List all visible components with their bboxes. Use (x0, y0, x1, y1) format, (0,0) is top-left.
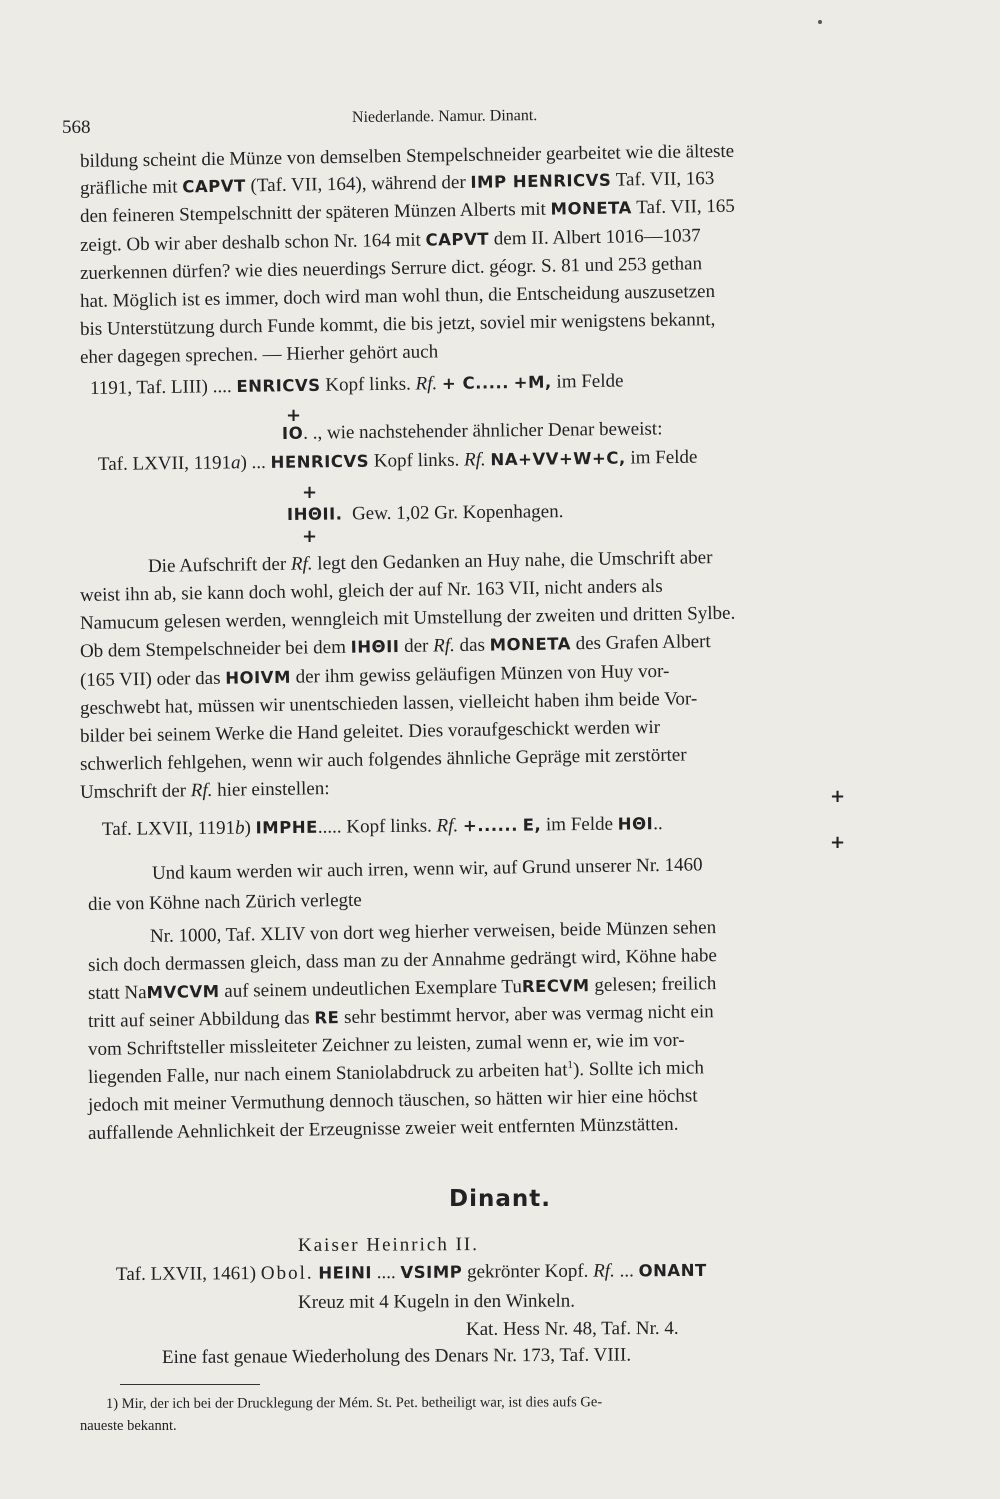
text-line: liegenden Falle, nur nach einem Staniolabdruck zu arbeiten hat$^1$). Sollte ich mich (87, 1057, 705, 1088)
text-line: zuerkennen dürfen? wie dies neuerdings Serrure dict. géogr. S. 81 und 253 gethan (79, 253, 703, 284)
text-line: tritt auf seiner Abbildung das RE sehr bestimmt hervor, aber was vermag nicht ein (87, 1001, 714, 1032)
text-line: jedoch mit meiner Vermuthung dennoch täuschen, so hätten wir hier eine höchst (87, 1085, 698, 1116)
running-title: Niederlande. Namur. Dinant. (351, 107, 538, 126)
cross-symbol: + (302, 482, 318, 503)
text-line: sich doch dermassen gleich, dass man zu der Annahme gedrängt wird, Köhne habe (87, 945, 718, 976)
text-line: zeigt. Ob wir aber deshalb schon Nr. 164 mit CAPVT dem II. Albert 1016—1037 (79, 225, 701, 256)
text-line: Nr. 1000, Taf. XLIV von dort weg hierher verweisen, beide Münzen sehen (149, 917, 717, 947)
text-line: die von Köhne nach Zürich verlegte (87, 889, 362, 915)
text-line: den feineren Stempelschnitt der späteren Münzen Alberts mit MONETA Taf. VII, 165 (79, 195, 735, 227)
text-line: bildung scheint die Münze von demselben Stempelschneider gearbeitet wie die älteste (79, 140, 735, 172)
page-number: 568 (62, 117, 91, 138)
text-line: gräfliche mit CAPVT (Taf. VII, 164), während der IMP HENRICVS Taf. VII, 163 (79, 168, 715, 199)
entry-reference: Kat. Hess Nr. 48, Taf. Nr. 4. (465, 1317, 679, 1340)
text-line: statt NaMVCVM auf seinem undeutlichen Exemplare TuRECVM gelesen; freilich (87, 973, 717, 1004)
entry-line: Taf. LXVII, 1461) Obol. HEINI .... VSIMP gekrönter Kopf. Rf. ... ONANT (115, 1260, 707, 1285)
text-line: bis Unterstützung durch Funde kommt, die bis jetzt, soviel mir wenigstens bekannt, (79, 309, 716, 340)
text-line: eher dagegen sprechen. — Hierher gehört auch (79, 341, 439, 368)
section-title: Dinant. (449, 1186, 551, 1212)
text-line: Umschrift der Rf. hier einstellen: (79, 778, 330, 803)
text-line: Eine fast genaue Wiederholung des Denars Nr. 173, Taf. VIII. (161, 1344, 632, 1368)
text-line: Die Aufschrift der Rf. legt den Gedanken an Huy nahe, die Umschrift aber (147, 547, 713, 577)
text-line: schwerlich fehlgehen, wenn wir auch folgendes ähnliche Gepräge mit zerstörter (79, 744, 687, 775)
text-line: auffallende Aehnlichkeit der Erzeugnisse zweier weit entfernten Münzstätten. (87, 1113, 679, 1144)
entry-line: IO. ., wie nachstehender ähnlicher Denar beweist: (281, 418, 663, 444)
ruler-heading: Kaiser Heinrich II. (297, 1234, 480, 1256)
footnote-line: 1) Mir, der ich bei der Drucklegung der Mém. St. Pet. betheiligt war, ist dies aufs Ge- (105, 1394, 603, 1412)
text-line: geschwebt hat, müssen wir unentschieden lassen, vielleicht haben ihm beide Vor- (79, 688, 698, 719)
footnote-rule (120, 1384, 260, 1385)
text-line: Namucum gelesen werden, wenngleich mit Umstellung der zweiten und dritten Sylbe. (79, 602, 736, 634)
text-line: Und kaum werden wir auch irren, wenn wir, auf Grund unserer Nr. 1460 (151, 854, 703, 884)
entry-line: Taf. LXVII, 1191a) ... HENRICVS Kopf links. Rf. NA+VV+W+C, im Felde (97, 446, 698, 475)
entry-line: Kreuz mit 4 Kugeln in den Winkeln. (297, 1290, 576, 1313)
text-line: Ob dem Stempelschneider bei dem IHΘII der Rf. das MONETA des Grafen Albert (79, 631, 711, 662)
text-line: bilder bei seinem Werke die Hand geleitet. Dies voraufgeschickt werden wir (79, 716, 661, 747)
text-line: (165 VII) oder das HOIVM der ihm gewiss geläufigen Münzen von Huy vor- (79, 660, 670, 691)
footnote-line: naueste bekannt. (80, 1418, 177, 1434)
cross-symbol: + (286, 405, 302, 426)
entry-line: Taf. LXVII, 1191b) IMPHE..... Kopf links. Rf. +...... E, im Felde HΘI.. (101, 813, 663, 840)
text-line: weist ihn ab, sie kann doch wohl, gleich der auf Nr. 163 VII, nicht anders als (79, 575, 663, 606)
cross-symbol: + (830, 832, 846, 853)
footnote-marker: 1 (567, 1059, 574, 1072)
text-line: hat. Möglich ist es immer, doch wird man wohl thun, die Entscheidung auszusetzen (79, 281, 716, 312)
cross-symbol: + (302, 526, 318, 547)
ink-speck (818, 20, 822, 24)
cross-symbol: + (830, 786, 846, 807)
entry-line: 1191, Taf. LIII) .... ENRICVS Kopf links. Rf. + C..... +M, im Felde (89, 370, 624, 399)
entry-line: IHΘII. Gew. 1,02 Gr. Kopenhagen. (286, 501, 564, 525)
text-line: vom Schriftsteller missleiteter Zeichner zu leisten, zumal wenn er, wie im vor- (87, 1029, 685, 1060)
